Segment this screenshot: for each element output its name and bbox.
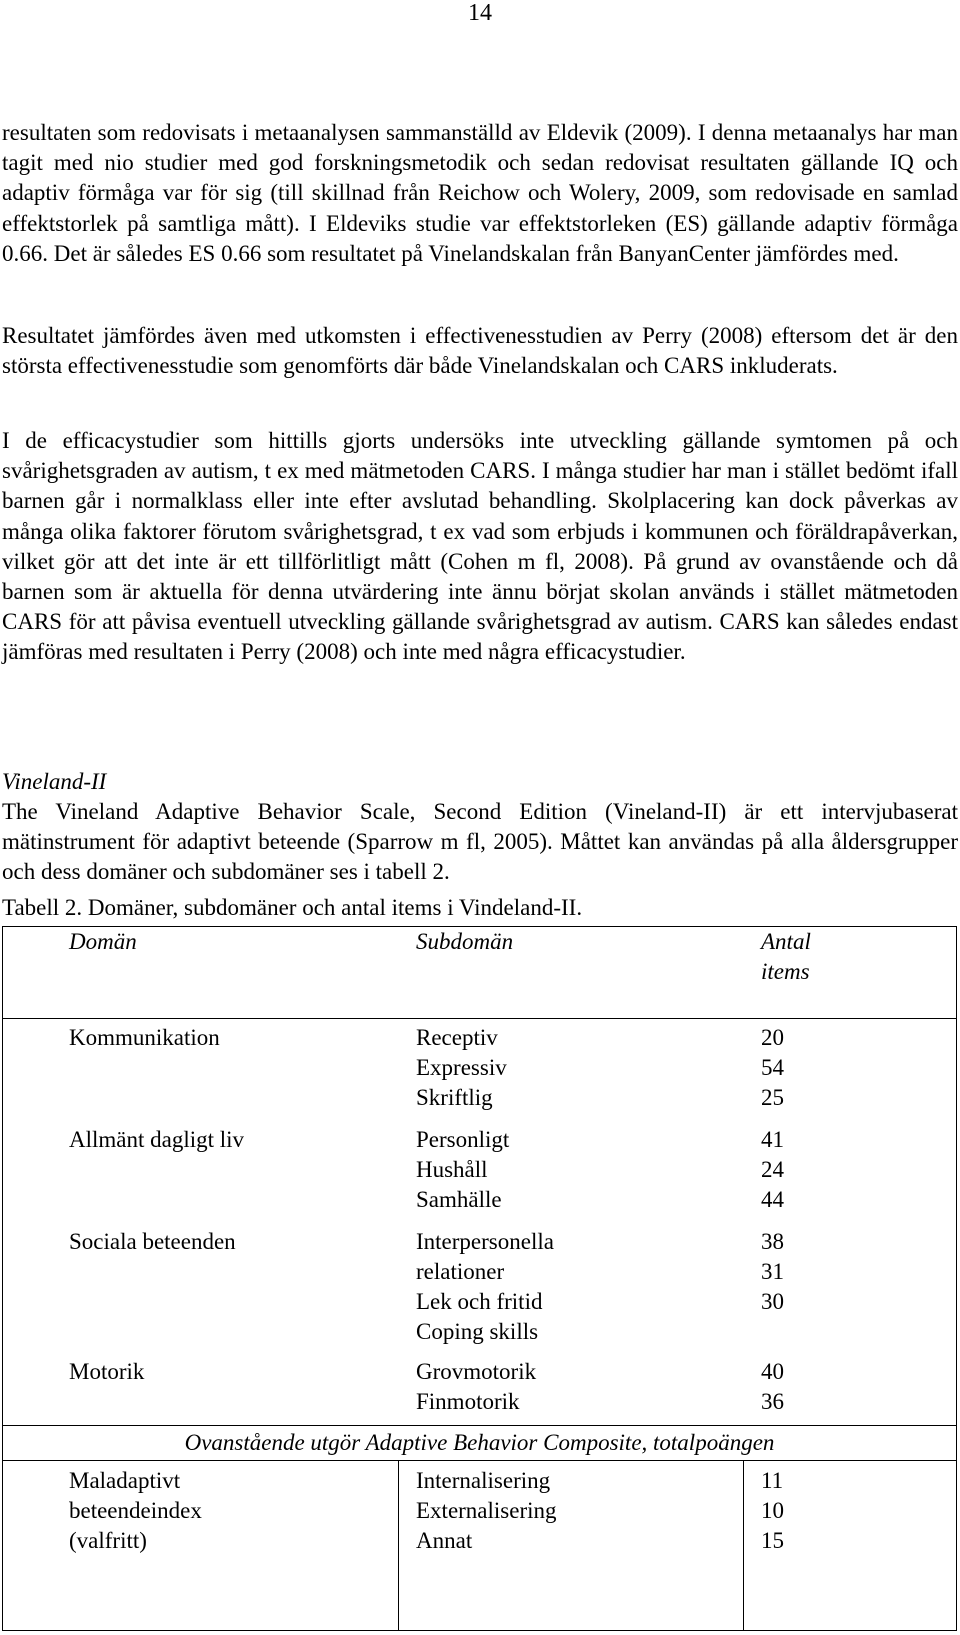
maladaptive-column-divider-2	[743, 1460, 744, 1630]
composite-note: Ovanstående utgör Adaptive Behavior Composite, totalpoängen	[184, 1430, 775, 1455]
domain-allmant-dagligt-liv: Allmänt dagligt liv	[69, 1127, 245, 1152]
paragraph-vineland: The Vineland Adaptive Behavior Scale, Second Edition (Vineland-II) är ett intervjubaserat mätinstrument för adaptivt beteende (Sparrow m fl, 2005). Måttet kan användas på alla åldersgrupper och dess domäner och subdomäner ses i tabell 2.	[2, 799, 958, 885]
header-subdomain: Subdomän	[416, 929, 514, 954]
domain-motorik: Motorik	[69, 1359, 145, 1384]
domain-sociala-beteenden: Sociala beteenden	[69, 1229, 236, 1254]
domain-maladaptivt: Maladaptivt beteendeindex (valfritt)	[69, 1468, 202, 1553]
domains-table	[2, 926, 957, 1631]
subdomains-motorik: Grovmotorik Finmotorik	[416, 1359, 537, 1414]
counts-sociala-beteenden: 38 31 30	[761, 1229, 784, 1314]
header-domain: Domän	[69, 929, 137, 954]
subdomains-maladaptivt: Internalisering Externalisering Annat	[416, 1468, 557, 1553]
composite-top-divider	[3, 1425, 956, 1426]
domain-kommunikation: Kommunikation	[69, 1025, 220, 1050]
table-caption: Tabell 2. Domäner, subdomäner och antal items i Vindeland-II.	[2, 895, 583, 920]
counts-maladaptivt: 11 10 15	[761, 1468, 784, 1553]
composite-bottom-divider	[3, 1460, 956, 1461]
paragraph-efficacy-studies: I de efficacystudier som hittills gjorts undersöks inte utveckling gällande symtomen på och svårighetsgraden av autism, t ex med mätmetoden CARS. I många studier har man i stället bedömt ifall barnen går i normalklass eller inte efter avslutad behandling. Skolplacering kan dock påverkas av många olika faktorer förutom svårighetsgrad, t ex vad som erbjuds i kommunen och föräldrapåverkan, vilket gör att det inte är ett tillförlitligt mått (Cohen m fl, 2008). På grund av ovanstående och då barnen som är aktuella för denna utvärdering inte ännu börjat skolan används i stället mätmetoden CARS för att påvisa eventuell utveckling gällande svårighetsgrad av autism. CARS kan således endast jämföras med resultaten i Perry (2008) och inte med några efficacystudier.	[2, 428, 958, 665]
counts-kommunikation: 20 54 25	[761, 1025, 784, 1110]
header-item-count: Antal items	[761, 929, 811, 984]
paragraph-metaanalysis: resultaten som redovisats i metaanalysen sammanställd av Eldevik (2009). I denna metaanalys har man tagit med nio studier med god forskningsmetodik och sedan redovisat resultaten gällande IQ och adaptiv förmåga var för sig (till skillnad från Reichow och Wolery, 2009, som redovisade en samlad effektstorlek på samtliga mått). I Eldeviks studie var effektstorleken (ES) gällande adaptiv förmåga 0.66. Det är således ES 0.66 som resultatet på Vinelandskalan från BanyanCenter jämfördes med.	[2, 120, 958, 266]
subdomains-kommunikation: Receptiv Expressiv Skriftlig	[416, 1025, 507, 1110]
header-divider	[3, 1018, 956, 1019]
page-number: 14	[468, 0, 492, 26]
counts-allmant-dagligt-liv: 41 24 44	[761, 1127, 784, 1212]
subdomains-allmant-dagligt-liv: Personligt Hushåll Samhälle	[416, 1127, 510, 1212]
subdomains-sociala-beteenden: Interpersonella relationer Lek och fritid Coping skills	[416, 1229, 554, 1344]
maladaptive-column-divider-1	[398, 1460, 399, 1630]
paragraph-perry-comparison: Resultatet jämfördes även med utkomsten i effectivenesstudien av Perry (2008) eftersom det är den största effectivenesstudie som genomförts där både Vinelandskalan och CARS inkluderats.	[2, 323, 958, 379]
counts-motorik: 40 36	[761, 1359, 784, 1414]
section-heading-vineland: Vineland-II	[2, 769, 107, 794]
